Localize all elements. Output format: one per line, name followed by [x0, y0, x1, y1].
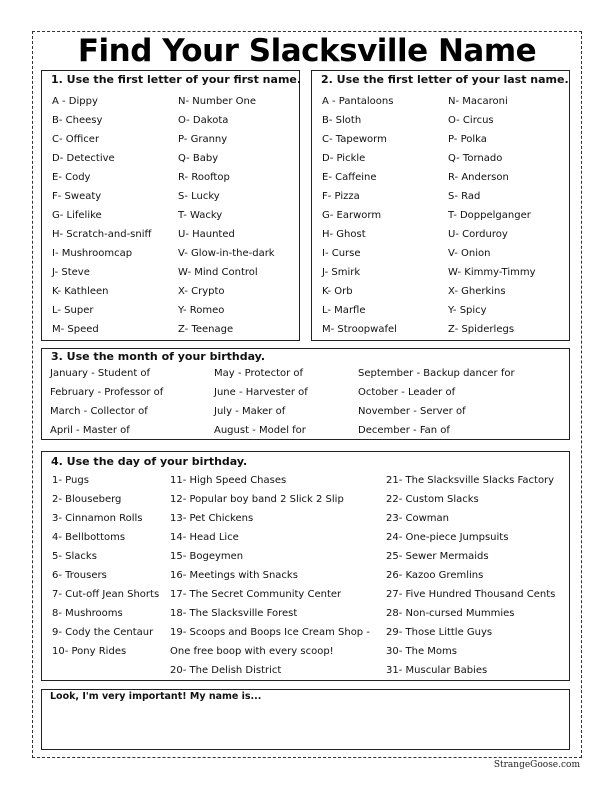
list-item: 11- High Speed Chases — [170, 475, 287, 486]
list-item: A - Pantaloons — [322, 96, 394, 107]
list-item: 16- Meetings with Snacks — [170, 570, 298, 581]
answer-label: Look, I'm very important! My name is... — [50, 691, 262, 702]
list-item: 18- The Slacksville Forest — [170, 608, 298, 619]
list-item: 21- The Slacksville Slacks Factory — [386, 475, 555, 486]
list-item: 1- Pugs — [52, 475, 89, 486]
list-item: I- Mushroomcap — [52, 248, 133, 259]
list-item: 7- Cut-off Jean Shorts — [52, 589, 160, 600]
list-item: V- Onion — [448, 248, 491, 259]
list-item: G- Earworm — [322, 210, 382, 221]
list-item: 23- Cowman — [386, 513, 449, 524]
list-item: 13- Pet Chickens — [170, 513, 254, 524]
list-item: P- Polka — [448, 134, 487, 145]
list-item: J- Steve — [52, 267, 90, 278]
section-first-name-heading: 1. Use the first letter of your first name. — [51, 73, 302, 86]
month-list-sep-dec — [358, 364, 515, 440]
list-item: X- Gherkins — [448, 286, 506, 297]
list-item: 25- Sewer Mermaids — [386, 551, 489, 562]
list-item: L- Super — [52, 305, 94, 316]
list-item: 8- Mushrooms — [52, 608, 123, 619]
list-item: Q- Tornado — [448, 153, 503, 164]
first-name-list-n-z — [178, 92, 275, 339]
list-item: M- Speed — [52, 324, 99, 335]
list-item: August - Model for — [214, 425, 306, 436]
list-item: N- Number One — [178, 96, 256, 107]
list-item: 27- Five Hundred Thousand Cents — [386, 589, 556, 600]
list-item: 14- Head Lice — [170, 532, 239, 543]
list-item: 4- Bellbottoms — [52, 532, 126, 543]
section-birth-month-heading: 3. Use the month of your birthday. — [51, 350, 266, 363]
list-item: T- Doppelganger — [448, 210, 531, 221]
list-item: May - Protector of — [214, 368, 304, 379]
day-list-1-10 — [52, 471, 159, 661]
footer-site: StrangeGoose.com — [493, 760, 580, 770]
list-item: 28- Non-cursed Mummies — [386, 608, 515, 619]
list-item: 10- Pony Rides — [52, 646, 127, 657]
list-item: 2- Blouseberg — [52, 494, 122, 505]
day-list-11-20 — [170, 471, 370, 680]
list-item: 5- Slacks — [52, 551, 97, 562]
list-item: 30- The Moms — [386, 646, 457, 657]
list-item: R- Anderson — [448, 172, 509, 183]
list-item: L- Marfle — [322, 305, 366, 316]
list-item: January - Student of — [50, 368, 151, 379]
day-list-21-31 — [386, 471, 555, 680]
list-item: 3- Cinnamon Rolls — [52, 513, 143, 524]
list-item: R- Rooftop — [178, 172, 230, 183]
list-item: Y- Spicy — [448, 305, 487, 316]
list-item: 24- One-piece Jumpsuits — [386, 532, 509, 543]
list-item: H- Ghost — [322, 229, 366, 240]
list-item: 9- Cody the Centaur — [52, 627, 154, 638]
first-name-list-a-m — [52, 92, 151, 339]
list-item: March - Collector of — [50, 406, 148, 417]
list-item: 15- Bogeymen — [170, 551, 244, 562]
list-item: I- Curse — [322, 248, 361, 259]
list-item: December - Fan of — [358, 425, 450, 436]
list-item: 17- The Secret Community Center — [170, 589, 342, 600]
list-item: June - Harvester of — [214, 387, 308, 398]
list-item: 19- Scoops and Boops Ice Cream Shop - — [170, 627, 370, 638]
list-item: Z- Spiderlegs — [448, 324, 515, 335]
list-item: 22- Custom Slacks — [386, 494, 479, 505]
list-item: K- Orb — [322, 286, 353, 297]
list-item: H- Scratch-and-sniff — [52, 229, 152, 240]
list-item: D- Detective — [52, 153, 115, 164]
list-item: Z- Teenage — [178, 324, 234, 335]
list-item: U- Haunted — [178, 229, 235, 240]
list-item: W- Kimmy-Timmy — [448, 267, 536, 278]
list-item: X- Crypto — [178, 286, 225, 297]
list-item: C- Officer — [52, 134, 100, 145]
list-item: October - Leader of — [358, 387, 456, 398]
list-item: A - Dippy — [52, 96, 98, 107]
last-name-list-a-m — [322, 92, 397, 339]
list-item: T- Wacky — [178, 210, 223, 221]
list-item: 12- Popular boy band 2 Slick 2 Slip — [170, 494, 344, 505]
list-item: 31- Muscular Babies — [386, 665, 488, 676]
list-item: Y- Romeo — [178, 305, 225, 316]
list-item: July - Maker of — [214, 406, 286, 417]
list-item: E- Caffeine — [322, 172, 377, 183]
list-item: 6- Trousers — [52, 570, 107, 581]
list-item: V- Glow-in-the-dark — [178, 248, 275, 259]
month-list-may-aug — [214, 364, 308, 440]
list-item: Q- Baby — [178, 153, 219, 164]
last-name-list-n-z — [448, 92, 536, 339]
list-item: B- Sloth — [322, 115, 362, 126]
list-item: S- Rad — [448, 191, 481, 202]
list-item: November - Server of — [358, 406, 466, 417]
list-item: 26- Kazoo Gremlins — [386, 570, 484, 581]
list-item: O- Circus — [448, 115, 494, 126]
list-item: 20- The Delish District — [170, 665, 282, 676]
list-item: U- Corduroy — [448, 229, 508, 240]
list-item: E- Cody — [52, 172, 91, 183]
list-item: N- Macaroni — [448, 96, 508, 107]
list-item: September - Backup dancer for — [358, 368, 515, 379]
list-item: W- Mind Control — [178, 267, 258, 278]
list-item: G- Lifelike — [52, 210, 102, 221]
list-item: April - Master of — [50, 425, 130, 436]
list-item: S- Lucky — [178, 191, 220, 202]
list-item: F- Pizza — [322, 191, 360, 202]
list-item: 29- Those Little Guys — [386, 627, 493, 638]
section-last-name-heading: 2. Use the first letter of your last name. — [321, 73, 569, 86]
list-item: P- Granny — [178, 134, 228, 145]
month-list-jan-apr — [50, 364, 163, 440]
list-item: B- Cheesy — [52, 115, 103, 126]
list-item: One free boop with every scoop! — [170, 646, 334, 657]
list-item: F- Sweaty — [52, 191, 102, 202]
list-item: D- Pickle — [322, 153, 366, 164]
list-item: O- Dakota — [178, 115, 229, 126]
list-item: February - Professor of — [50, 387, 164, 398]
page-title: Find Your Slacksville Name — [77, 33, 537, 69]
list-item: C- Tapeworm — [322, 134, 387, 145]
list-item: K- Kathleen — [52, 286, 109, 297]
list-item: M- Stroopwafel — [322, 324, 397, 335]
section-birth-day-heading: 4. Use the day of your birthday. — [51, 455, 248, 468]
list-item: J- Smirk — [322, 267, 361, 278]
